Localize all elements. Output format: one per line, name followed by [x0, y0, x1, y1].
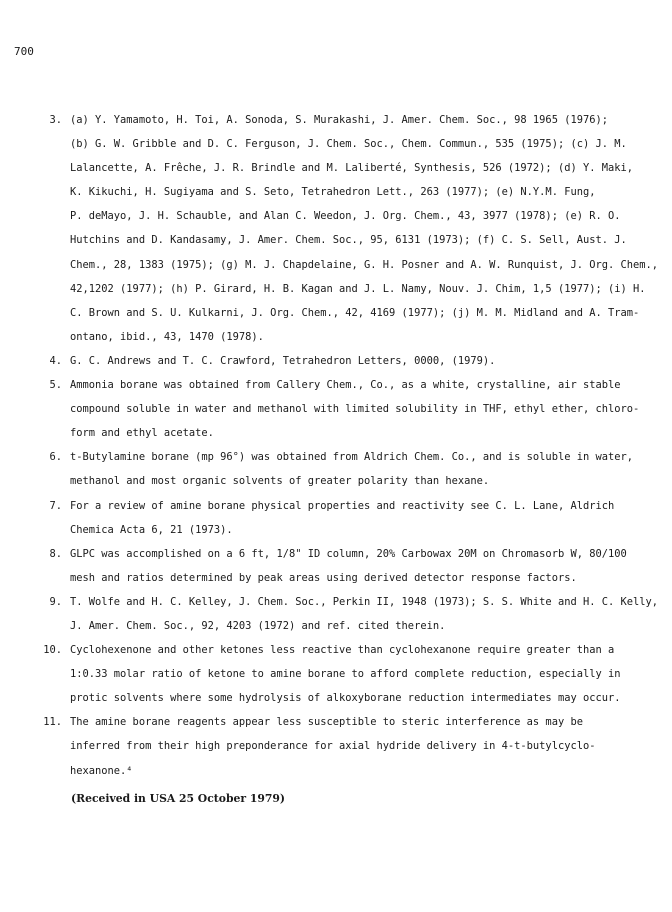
reference-number: 7. — [49, 499, 62, 512]
reference-3 — [30, 108, 659, 349]
reference-11 — [30, 710, 652, 782]
reference-8 — [30, 542, 652, 590]
reference-line: Chem., 28, 1383 (1975); (g) M. J. Chapdelaine, G. H. Posner and A. W. Runquist, J. Org. Chem., — [70, 258, 659, 271]
reference-4 — [30, 349, 652, 373]
reference-number: 11. — [43, 716, 62, 729]
reference-line: J. Amer. Chem. Soc., 92, 4203 (1972) and ref. cited therein. — [70, 619, 446, 632]
page-number: 700 — [14, 45, 34, 58]
reference-line: protic solvents where some hydrolysis of alkoxyborane reduction intermediates may occur. — [70, 692, 621, 705]
reference-number: 3. — [49, 114, 62, 126]
reference-line: Chemica Acta 6, 21 (1973). — [70, 523, 233, 536]
reference-line: compound soluble in water and methanol with limited solubility in THF, ethyl ether, chloro- — [70, 403, 640, 416]
reference-line: 1:0.33 molar ratio of ketone to amine borane to afford complete reduction, especially in — [70, 668, 621, 681]
reference-line: ontano, ibid., 43, 1470 (1978). — [70, 330, 264, 343]
reference-line: GLPC was accomplished on a 6 ft, 1/8" ID column, 20% Carbowax 20M on Chromasorb W, 80/100 — [70, 547, 627, 560]
reference-line: 42,1202 (1977); (h) P. Girard, H. B. Kagan and J. L. Namy, Nouv. J. Chim, 1,5 (1977); (i) H. — [70, 282, 646, 295]
reference-line: C. Brown and S. U. Kulkarni, J. Org. Chem., 42, 4169 (1977); (j) M. M. Midland and A. Tram- — [70, 306, 640, 319]
reference-line: form and ethyl acetate. — [70, 427, 214, 440]
received-date: (Received in USA 25 October 1979) — [71, 792, 285, 805]
reference-number: 5. — [49, 379, 62, 392]
reference-line: methanol and most organic solvents of greater polarity than hexane. — [70, 475, 490, 488]
reference-line: Cyclohexenone and other ketones less reactive than cyclohexanone require greater than a — [70, 644, 615, 657]
reference-number: 6. — [49, 451, 62, 464]
reference-9 — [30, 590, 659, 638]
reference-number: 8. — [49, 547, 62, 560]
reference-line: K. Kikuchi, H. Sugiyama and S. Seto, Tetrahedron Lett., 263 (1977); (e) N.Y.M. Fung, — [70, 186, 596, 199]
reference-number: 10. — [43, 644, 62, 657]
reference-line: T. Wolfe and H. C. Kelley, J. Chem. Soc., Perkin II, 1948 (1973); S. S. White and H. C. Kelly, — [70, 595, 659, 608]
reference-10 — [30, 638, 652, 710]
reference-line: Ammonia borane was obtained from Callery Chem., Co., as a white, crystalline, air stable — [70, 379, 621, 392]
reference-line: (b) G. W. Gribble and D. C. Ferguson, J. Chem. Soc., Chem. Commun., 535 (1975); (c) J. M. — [70, 138, 627, 151]
reference-line: The amine borane reagents appear less susceptible to steric interference as may be — [70, 716, 583, 729]
reference-line: G. C. Andrews and T. C. Crawford, Tetrahedron Letters, 0000, (1979). — [70, 354, 496, 367]
reference-line: For a review of amine borane physical properties and reactivity see C. L. Lane, Aldrich — [70, 499, 615, 512]
reference-line: Hutchins and D. Kandasamy, J. Amer. Chem. Soc., 95, 6131 (1973); (f) C. S. Sell, Aust. J. — [70, 234, 627, 247]
reference-line: P. deMayo, J. H. Schauble, and Alan C. Weedon, J. Org. Chem., 43, 3977 (1978); (e) R. O. — [70, 210, 621, 223]
reference-line: inferred from their high preponderance for axial hydride delivery in 4-t-butylcyclo- — [70, 740, 596, 753]
reference-5 — [30, 373, 652, 445]
reference-line: t-Butylamine borane (mp 96°) was obtained from Aldrich Chem. Co., and is soluble in water, — [70, 451, 634, 464]
reference-number: 9. — [49, 595, 62, 608]
reference-7 — [30, 494, 652, 542]
reference-line: mesh and ratios determined by peak areas using derived detector response factors. — [70, 571, 577, 584]
references-list — [30, 108, 659, 783]
reference-6 — [30, 445, 652, 493]
reference-line: (a) Y. Yamamoto, H. Toi, A. Sonoda, S. Murakashi, J. Amer. Chem. Soc., 98 1965 (1976); — [70, 114, 608, 126]
reference-line: Lalancette, A. Frêche, J. R. Brindle and M. Laliberté, Synthesis, 526 (1972); (d) Y. Maki, — [70, 162, 634, 175]
reference-number: 4. — [49, 354, 62, 367]
reference-line: hexanone.⁴ — [70, 764, 133, 777]
